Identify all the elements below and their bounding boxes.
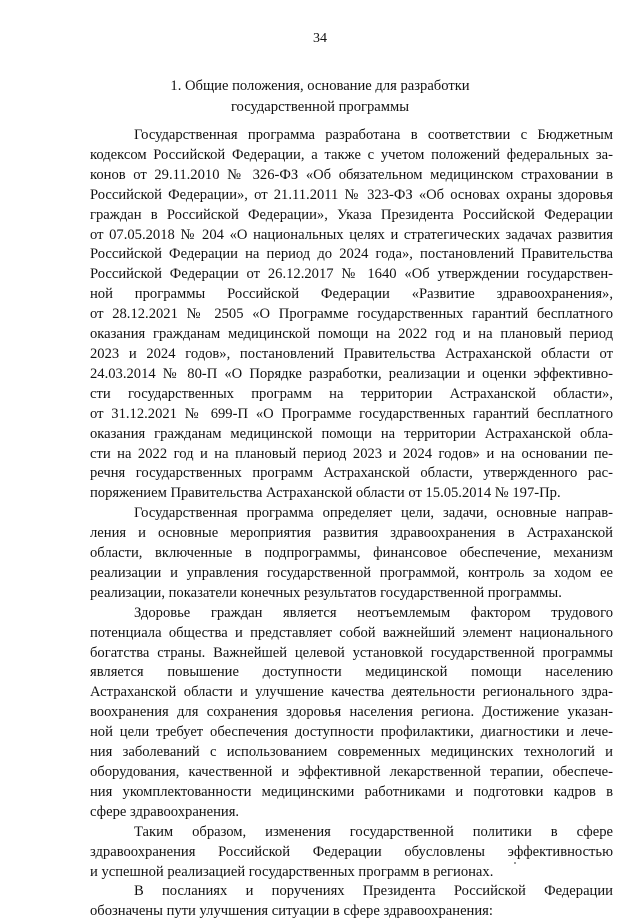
paragraph-line: сти государственных программ на территории Астраханской области», bbox=[90, 385, 613, 402]
paragraph bbox=[90, 126, 613, 504]
paragraph-line: оказания гражданам медицинской помощи на 2022 год и на плановый период bbox=[90, 326, 613, 343]
paragraph-line: Российской Федерации», от 21.11.2011 № 323-ФЗ «Об основах охраны здоровья bbox=[90, 186, 613, 203]
paragraph-line: Астраханской области и улучшение качества деятельности регионального здра- bbox=[90, 684, 613, 701]
paragraph-line: потенциала общества и представляет собой важнейший элемент национального bbox=[90, 624, 613, 641]
paragraph-line: от 31.12.2021 № 699-П «О Программе государственных гарантий бесплатного bbox=[90, 405, 613, 422]
paragraph-line: от 07.05.2018 № 204 «О национальных целях и стратегических задачах развития bbox=[90, 226, 613, 243]
paragraph-line: поряжением Правительства Астраханской области от 15.05.2014 № 197-Пр. bbox=[90, 485, 561, 502]
paragraph-line: ления и основные мероприятия развития здравоохранения в Астраханской bbox=[90, 525, 613, 542]
paragraph-line: 24.03.2014 № 80-П «О Порядке разработки, реализации и оценки эффективно- bbox=[90, 365, 613, 382]
paragraph-line: является повышение доступности медицинской помощи населению bbox=[90, 664, 613, 681]
paragraph-line: и успешной реализацией государственных программ в регионах. bbox=[90, 863, 494, 880]
paragraph-line: Российской Федерации на период до 2024 года», постановлений Правительства bbox=[90, 246, 613, 263]
section-heading-line-1: 1. Общие положения, основание для разработки bbox=[170, 78, 470, 94]
paragraph-line: речня государственных программ Астраханской области, утвержденного рас- bbox=[90, 465, 613, 482]
paragraph-line: ной программы Российской Федерации «Развитие здравоохранения», bbox=[90, 286, 613, 303]
page-number: 34 bbox=[313, 31, 327, 46]
paragraph-line: Государственная программа разработана в соответствии с Бюджетным bbox=[134, 127, 613, 143]
paragraph-line: обозначены пути улучшения ситуации в сфере здравоохранения: bbox=[90, 903, 493, 920]
paragraph-line: сфере здравоохранения. bbox=[90, 803, 240, 820]
section-heading bbox=[90, 76, 550, 118]
body-text bbox=[90, 126, 613, 922]
section-heading-line-2: государственной программы bbox=[230, 99, 410, 115]
paragraph-line: В посланиях и поручениях Президента Российской Федерации bbox=[134, 883, 613, 900]
paragraph-line: конов от 29.11.2010 № 326-ФЗ «Об обязательном медицинском страховании в bbox=[90, 166, 613, 183]
paragraph-line: граждан в Российской Федерации», Указа Президента Российской Федерации bbox=[90, 206, 613, 223]
paragraph-line: оборудования, качественной и эффективной лекарственной терапии, обеспече- bbox=[90, 764, 613, 780]
paragraph-line: сти на 2022 год и на плановый период 2023 и 2024 годов» и на основании пе- bbox=[90, 445, 613, 462]
paragraph-line: реализации и управления государственной программой, контроль за ходом ее bbox=[90, 564, 613, 581]
paragraph-line: Российской Федерации от 26.12.2017 № 1640 «Об утверждении государствен- bbox=[90, 266, 613, 283]
paragraph-line: ния укомплектованности медицинскими работниками и подготовки кадров в bbox=[90, 783, 613, 800]
paragraph-line: ной цели требует обеспечения доступности профилактики, диагностики и лече- bbox=[90, 724, 613, 741]
paragraph-line: Здоровье граждан является неотъемлемым фактором трудового bbox=[134, 604, 613, 621]
paragraph-line: богатства страны. Важнейшей целевой установкой государственной программы bbox=[90, 644, 613, 661]
paragraph bbox=[90, 504, 613, 604]
paragraph-line: здравоохранения Российской Федерации обусловлены эффективностью bbox=[90, 843, 613, 860]
paragraph-line: реализации, показатели конечных результатов государственной программы. bbox=[90, 584, 562, 601]
paragraph bbox=[90, 823, 613, 883]
paragraph bbox=[90, 882, 613, 922]
paragraph-line: области, включенные в подпрограммы, финансовое обеспечение, механизм bbox=[90, 545, 613, 562]
paragraph-line: Государственная программа определяет цели, задачи, основные направ- bbox=[134, 505, 613, 522]
paragraph-line: оказания гражданам медицинской помощи на территории Астраханской обла- bbox=[90, 425, 613, 442]
paragraph-line: ния заболеваний с использованием современных медицинских технологий и bbox=[90, 744, 613, 761]
paragraph-line: воохранения для сохранения здоровья населения региона. Достижение указан- bbox=[90, 704, 613, 721]
scan-speck bbox=[514, 862, 516, 864]
paragraph-line: кодексом Российской Федерации, а также с учетом положений федеральных за- bbox=[90, 146, 613, 163]
paragraph-line: Таким образом, изменения государственной политики в сфере bbox=[134, 823, 613, 840]
paragraph bbox=[90, 604, 613, 823]
paragraph-line: от 28.12.2021 № 2505 «О Программе государственных гарантий бесплатного bbox=[90, 306, 613, 323]
paragraph-line: 2023 и 2024 годов», постановлений Правительства Астраханской области от bbox=[90, 345, 613, 362]
